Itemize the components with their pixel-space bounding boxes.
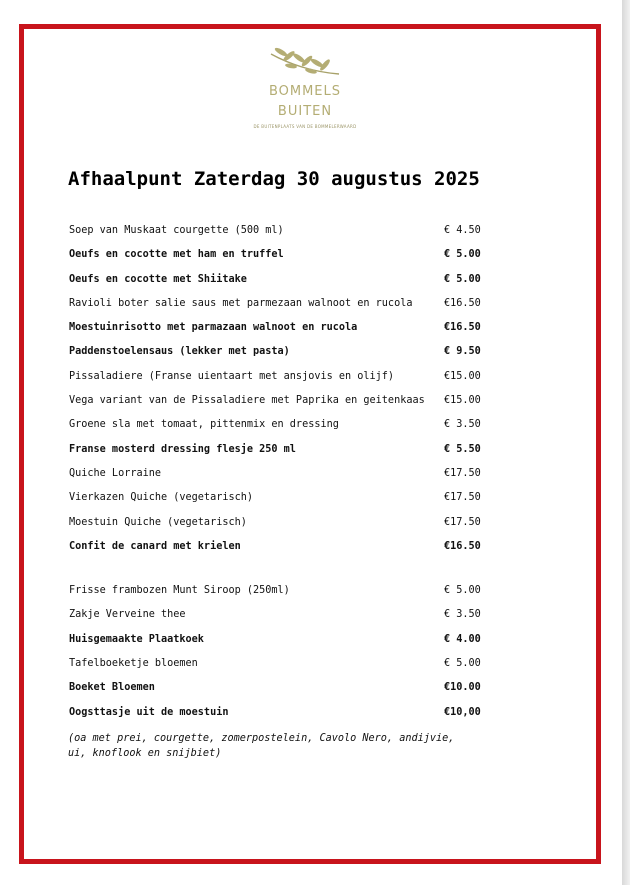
menu-item-name: Tafelboeketje bloemen	[69, 658, 198, 670]
menu-item	[68, 537, 486, 561]
menu-item-name: Ravioli boter salie saus met parmezaan walnoot en rucola	[69, 297, 413, 309]
menu-item	[68, 367, 486, 391]
menu-item	[68, 342, 486, 366]
menu-item	[68, 581, 486, 605]
menu-group-extras	[68, 581, 486, 727]
menu-item-price: €16.50	[444, 540, 481, 552]
menu-item-name: Moestuinrisotto met parmazaan walnoot en rucola	[69, 322, 358, 334]
menu-item-name: Huisgemaakte Plaatkoek	[69, 633, 204, 645]
menu-item-price: €17.50	[444, 467, 481, 479]
page-title: Afhaalpunt Zaterdag 30 augustus 2025	[68, 168, 480, 190]
menu-item-price: € 5.00	[444, 658, 481, 670]
menu-item-name: Groene sla met tomaat, pittenmix en dressing	[69, 419, 339, 431]
menu-item	[68, 654, 486, 678]
menu-item-price: € 9.50	[444, 346, 481, 358]
menu-item-price: € 3.50	[444, 419, 481, 431]
menu-item	[68, 513, 486, 537]
logo	[250, 46, 360, 142]
menu-item	[68, 630, 486, 654]
menu-item	[68, 221, 486, 245]
menu-item-name: Oogsttasje uit de moestuin	[69, 706, 229, 718]
menu-item-name: Boeket Bloemen	[69, 682, 155, 694]
menu-item	[68, 464, 486, 488]
menu-item-price: €15.00	[444, 395, 481, 407]
menu-item-price: € 5.00	[444, 249, 481, 261]
menu-item	[68, 318, 486, 342]
menu-item-price: € 5.00	[444, 273, 481, 285]
menu-item-price: € 3.50	[444, 609, 481, 621]
menu-list	[68, 221, 486, 727]
menu-item-price: €16.50	[444, 297, 481, 309]
leaf-branch-icon	[265, 46, 345, 82]
menu-group-food	[68, 221, 486, 561]
menu-item	[68, 605, 486, 629]
menu-item	[68, 415, 486, 439]
menu-item-name: Moestuin Quiche (vegetarisch)	[69, 516, 247, 528]
menu-item-price: €16.50	[444, 322, 481, 334]
brand-name-line2: BUITEN	[277, 104, 333, 119]
menu-item	[68, 270, 486, 294]
group-spacer	[68, 561, 486, 581]
harvest-bag-note: (oa met prei, courgette, zomerpostelein, Cavolo Nero, andijvie, ui, knoflook en snijbiet)	[68, 733, 455, 759]
menu-item	[68, 678, 486, 702]
menu-item	[68, 294, 486, 318]
menu-item-price: €10,00	[444, 706, 481, 718]
menu-item	[68, 703, 486, 727]
menu-item-name: Pissaladiere (Franse uientaart met ansjovis en olijf)	[69, 370, 395, 382]
menu-item-name: Franse mosterd dressing flesje 250 ml	[69, 443, 296, 455]
menu-item-name: Oeufs en cocotte met Shiitake	[69, 273, 247, 285]
menu-item-price: € 5.50	[444, 443, 481, 455]
menu-item-price: €10.00	[444, 682, 481, 694]
menu-item-name: Vierkazen Quiche (vegetarisch)	[69, 492, 254, 504]
menu-item	[68, 245, 486, 269]
menu-item-name: Zakje Verveine thee	[69, 609, 186, 621]
menu-item-name: Confit de canard met krielen	[69, 540, 241, 552]
menu-item-price: €15.00	[444, 370, 481, 382]
menu-item	[68, 391, 486, 415]
brand-tagline: DE BUITENPLAATS VAN DE BOMMELERWAARD	[253, 124, 357, 129]
menu-item-name: Soep van Muskaat courgette (500 ml)	[69, 225, 284, 236]
menu-item-name: Vega variant van de Pissaladiere met Paprika en geitenkaas	[69, 395, 425, 407]
menu-item	[68, 488, 486, 512]
menu-item-price: €17.50	[444, 516, 481, 528]
menu-item	[68, 440, 486, 464]
page-edge	[622, 0, 630, 885]
menu-item-name: Oeufs en cocotte met ham en truffel	[69, 249, 284, 261]
menu-item-price: € 5.00	[444, 585, 481, 597]
brand-name-line1: BOMMELS	[268, 84, 342, 99]
menu-item-price: € 4.00	[444, 633, 481, 645]
menu-item-name: Paddenstoelensaus (lekker met pasta)	[69, 346, 290, 358]
menu-item-name: Quiche Lorraine	[69, 467, 162, 479]
menu-item-price: € 4.50	[444, 225, 481, 236]
menu-item-name: Frisse frambozen Munt Siroop (250ml)	[69, 585, 290, 597]
menu-item-price: €17.50	[444, 492, 481, 504]
